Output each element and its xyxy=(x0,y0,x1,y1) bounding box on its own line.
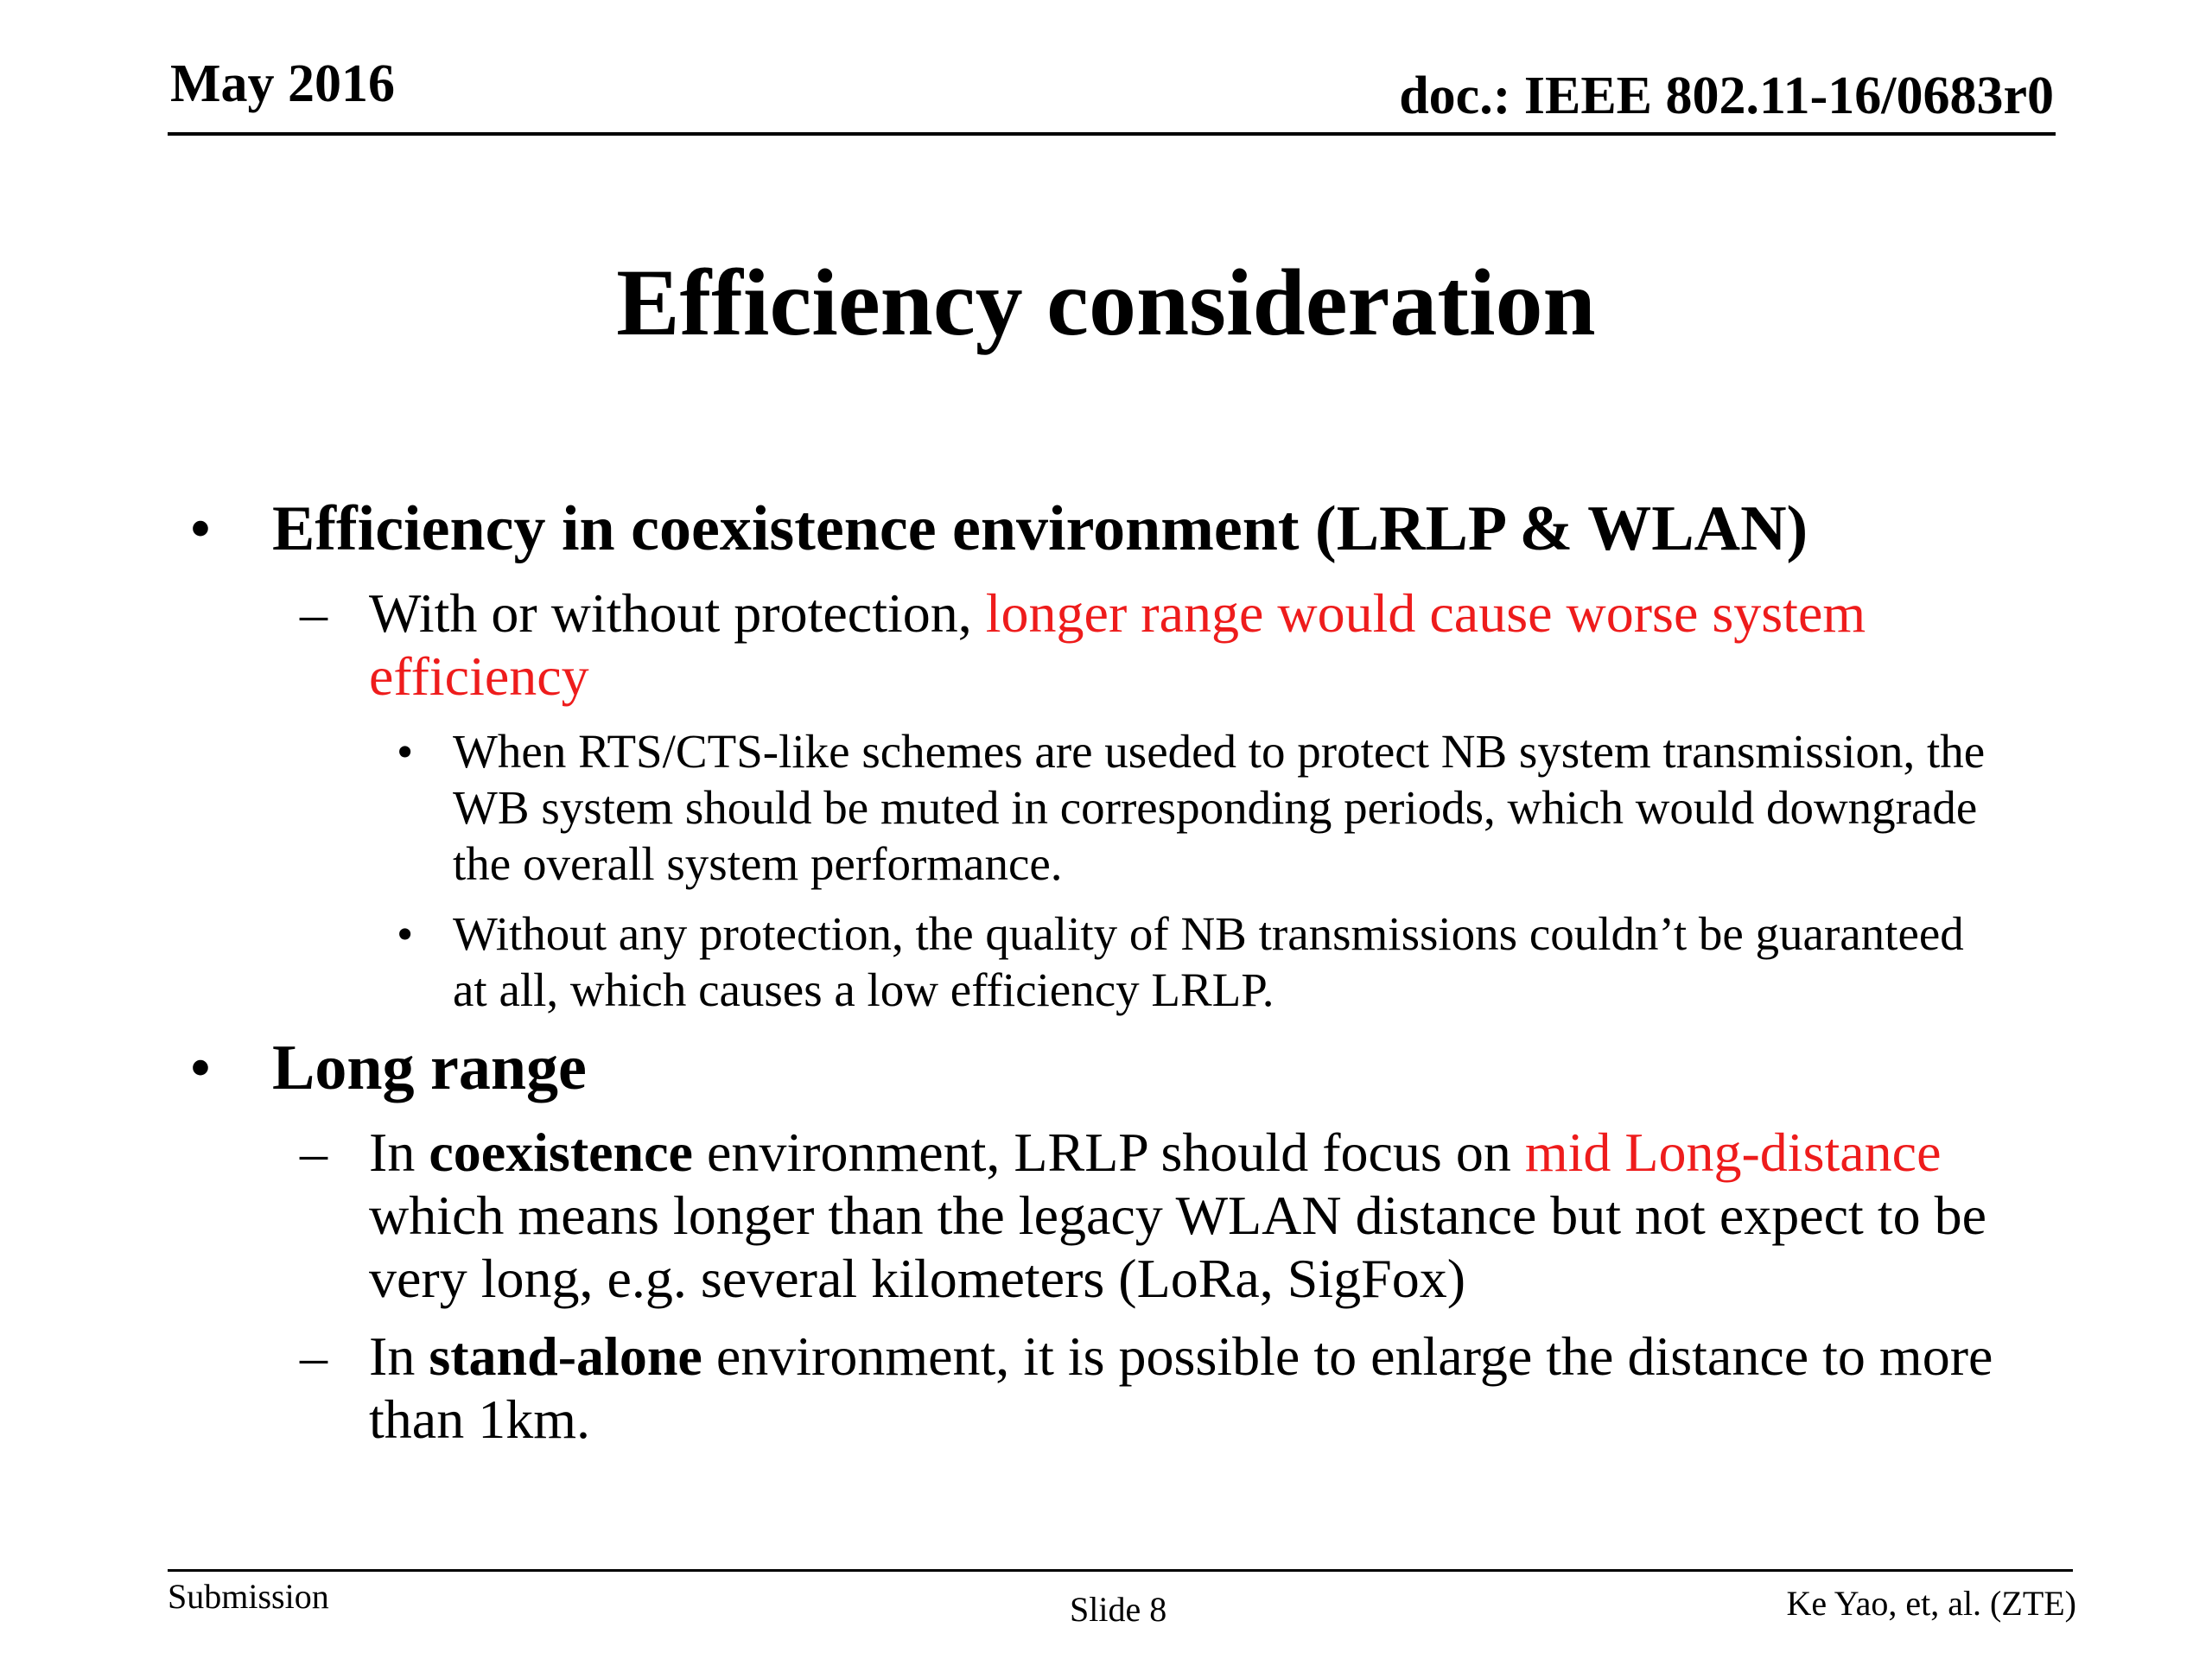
sub-bullet-protection xyxy=(300,582,2054,708)
footer-slide-number: Slide 8 xyxy=(1070,1590,1167,1629)
sub-sub-bullet-no-protection xyxy=(397,906,2008,1018)
footer-author: Ke Yao, et, al. (ZTE) xyxy=(1786,1584,2076,1623)
sub-bullet-emphasis: longer range would cause worse system efficiency xyxy=(369,582,1866,707)
dash-marker: – xyxy=(300,1122,327,1183)
bullet-marker: • xyxy=(189,1033,212,1103)
bullet-marker: • xyxy=(397,725,414,778)
bullet-long-range xyxy=(189,1033,2000,1103)
emphasis-mid-long-distance: mid Long-distance xyxy=(1524,1122,1942,1183)
bullet-text: Efficiency in coexistence environment (LRLP & WLAN) xyxy=(272,493,1808,564)
bold-term-coexistence: coexistence xyxy=(429,1122,693,1183)
sub-sub-bullet-text: Without any protection, the quality of NB transmissions couldn’t be guaranteed at all, which causes a low efficiency LRLP. xyxy=(453,907,1964,1016)
text-part: which means longer than the legacy WLAN distance but not expect to be very long, e.g. several kilometers (LoRa, SigFox) xyxy=(369,1185,1986,1309)
header-divider xyxy=(168,132,2056,136)
footer-submission: Submission xyxy=(168,1577,329,1616)
sub-bullet-text: With or without protection, xyxy=(369,582,986,644)
dash-marker: – xyxy=(300,1325,327,1387)
sub-bullet-coexistence-range xyxy=(300,1121,2054,1310)
text-part: environment, it is possible to enlarge the distance to more than 1km. xyxy=(369,1325,1993,1450)
dash-marker: – xyxy=(300,582,327,644)
text-part: environment, LRLP should focus on xyxy=(692,1122,1525,1183)
bullet-marker: • xyxy=(189,493,212,564)
slide-title: Efficiency consideration xyxy=(616,250,1596,355)
footer-divider xyxy=(168,1569,2073,1572)
bullet-efficiency-coexistence xyxy=(189,493,2000,564)
sub-bullet-stand-alone xyxy=(300,1325,2054,1451)
header-date: May 2016 xyxy=(170,54,396,113)
header-doc-id: doc.: IEEE 802.11-16/0683r0 xyxy=(1399,67,2054,125)
text-part: In xyxy=(369,1325,429,1387)
bullet-text: Long range xyxy=(272,1033,587,1103)
sub-sub-bullet-rts-cts xyxy=(397,723,2008,892)
text-part: In xyxy=(369,1122,429,1183)
bullet-marker: • xyxy=(397,907,414,960)
sub-sub-bullet-text: When RTS/CTS-like schemes are useded to protect NB system transmission, the WB system should be muted in corresponding periods, which would downgrade the overall system performance. xyxy=(453,725,1986,890)
bold-term-stand-alone: stand-alone xyxy=(429,1325,702,1387)
